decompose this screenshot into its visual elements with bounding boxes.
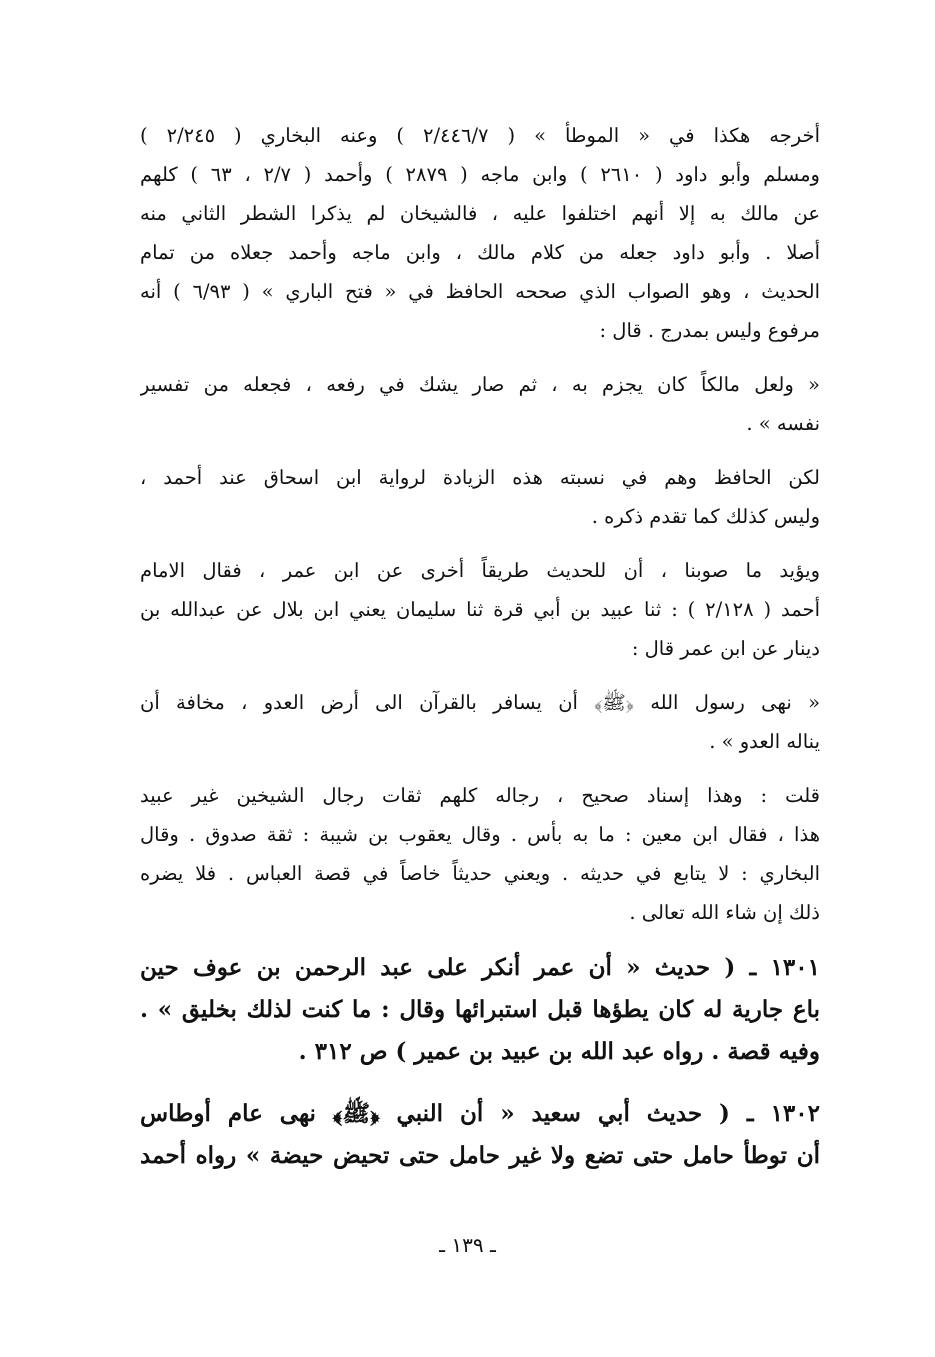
text-line: نفسه » . xyxy=(746,412,820,435)
entry-line: باع جارية له كان يطؤها قبل استبرائها وقال : ما كنت لذلك بخليق » . xyxy=(140,996,820,1023)
text-line: ومسلم وأبو داود ( ٢٦١٠ ) وابن ماجه ( ٢٨٧٩ ) وأحمد ( ٢/٧ ، ٦٣ ) كلهم xyxy=(140,163,820,186)
paragraph-quote-hafiz xyxy=(140,365,820,443)
text-line: « ولعل مالكاً كان يجزم به ، ثم صار يشك في رفعه ، فجعله من تفسير xyxy=(140,373,820,396)
text-line: وليس كذلك كما تقدم ذكره . xyxy=(591,505,820,528)
text-line: أصلا . وأبو داود جعله من كلام مالك ، وابن ماجه وأحمد جعلاه من تمام xyxy=(140,241,820,264)
text-line: هذا ، فقال ابن معين : ما به بأس . وقال يعقوب بن شيبة : ثقة صدوق . وقال xyxy=(140,823,820,846)
entry-line: وفيه قصة . رواه عبد الله بن عبيد بن عمير ) ص ٣١٢ . xyxy=(298,1038,820,1065)
text-line: البخاري : لا يتابع في حديثه . ويعني حديثاً خاصاً في قصة العباس . فلا يضره xyxy=(140,862,820,885)
text-line: الحديث ، وهو الصواب الذي صححه الحافظ في « فتح الباري » ( ٦/٩٣ ) أنه xyxy=(140,280,820,303)
text-line: « نهى رسول الله ﴿ﷺ﴾ أن يسافر بالقرآن الى أرض العدو ، مخافة أن xyxy=(140,691,820,714)
hadith-entry-1301 xyxy=(140,947,820,1073)
text-line: مرفوع وليس بمدرج . قال : xyxy=(599,319,820,342)
paragraph-note xyxy=(140,458,820,536)
paragraph-hadith-quote xyxy=(140,683,820,761)
text-line: ويؤيد ما صوبنا ، أن للحديث طريقاً أخرى عن ابن عمر ، فقال الامام xyxy=(140,559,820,582)
paragraph-isnad xyxy=(140,776,820,932)
page-body xyxy=(140,116,820,1197)
entry-line: ١٣٠١ ـ ( حديث « أن عمر أنكر على عبد الرحمن بن عوف حين xyxy=(140,954,820,981)
paragraph-takhrij xyxy=(140,116,820,350)
text-line: دينار عن ابن عمر قال : xyxy=(631,637,820,660)
text-line: عن مالك به إلا أنهم اختلفوا عليه ، فالشيخان لم يذكرا الشطر الثاني منه xyxy=(140,202,820,225)
text-line: قلت : وهذا إسناد صحيح ، رجاله كلهم ثقات رجال الشيخين غير عبيد xyxy=(140,784,820,807)
entry-line: ١٣٠٢ ـ ( حديث أبي سعيد « أن النبي ﴿ﷺ﴾ نهى عام أوطاس xyxy=(140,1100,820,1127)
entry-line: أن توطأ حامل حتى تضع ولا غير حامل حتى تحيض حيضة » رواه أحمد xyxy=(140,1142,820,1169)
paragraph-support xyxy=(140,551,820,668)
text-line: أحمد ( ٢/١٢٨ ) : ثنا عبيد بن أبي قرة ثنا سليمان يعني ابن بلال عن عبدالله بن xyxy=(140,598,820,621)
text-line: ذلك إن شاء الله تعالى . xyxy=(629,901,820,924)
text-line: يناله العدو » . xyxy=(709,730,820,753)
page-number: ـ ١٣٩ ـ xyxy=(439,1233,496,1257)
text-line: أخرجه هكذا في « الموطأ » ( ٢/٤٤٦/٧ ) وعنه البخاري ( ٢/٢٤٥ ) xyxy=(140,124,820,147)
hadith-entry-1302 xyxy=(140,1093,820,1177)
text-line: لكن الحافظ وهم في نسبته هذه الزيادة لرواية ابن اسحاق عند أحمد ، xyxy=(140,466,820,489)
